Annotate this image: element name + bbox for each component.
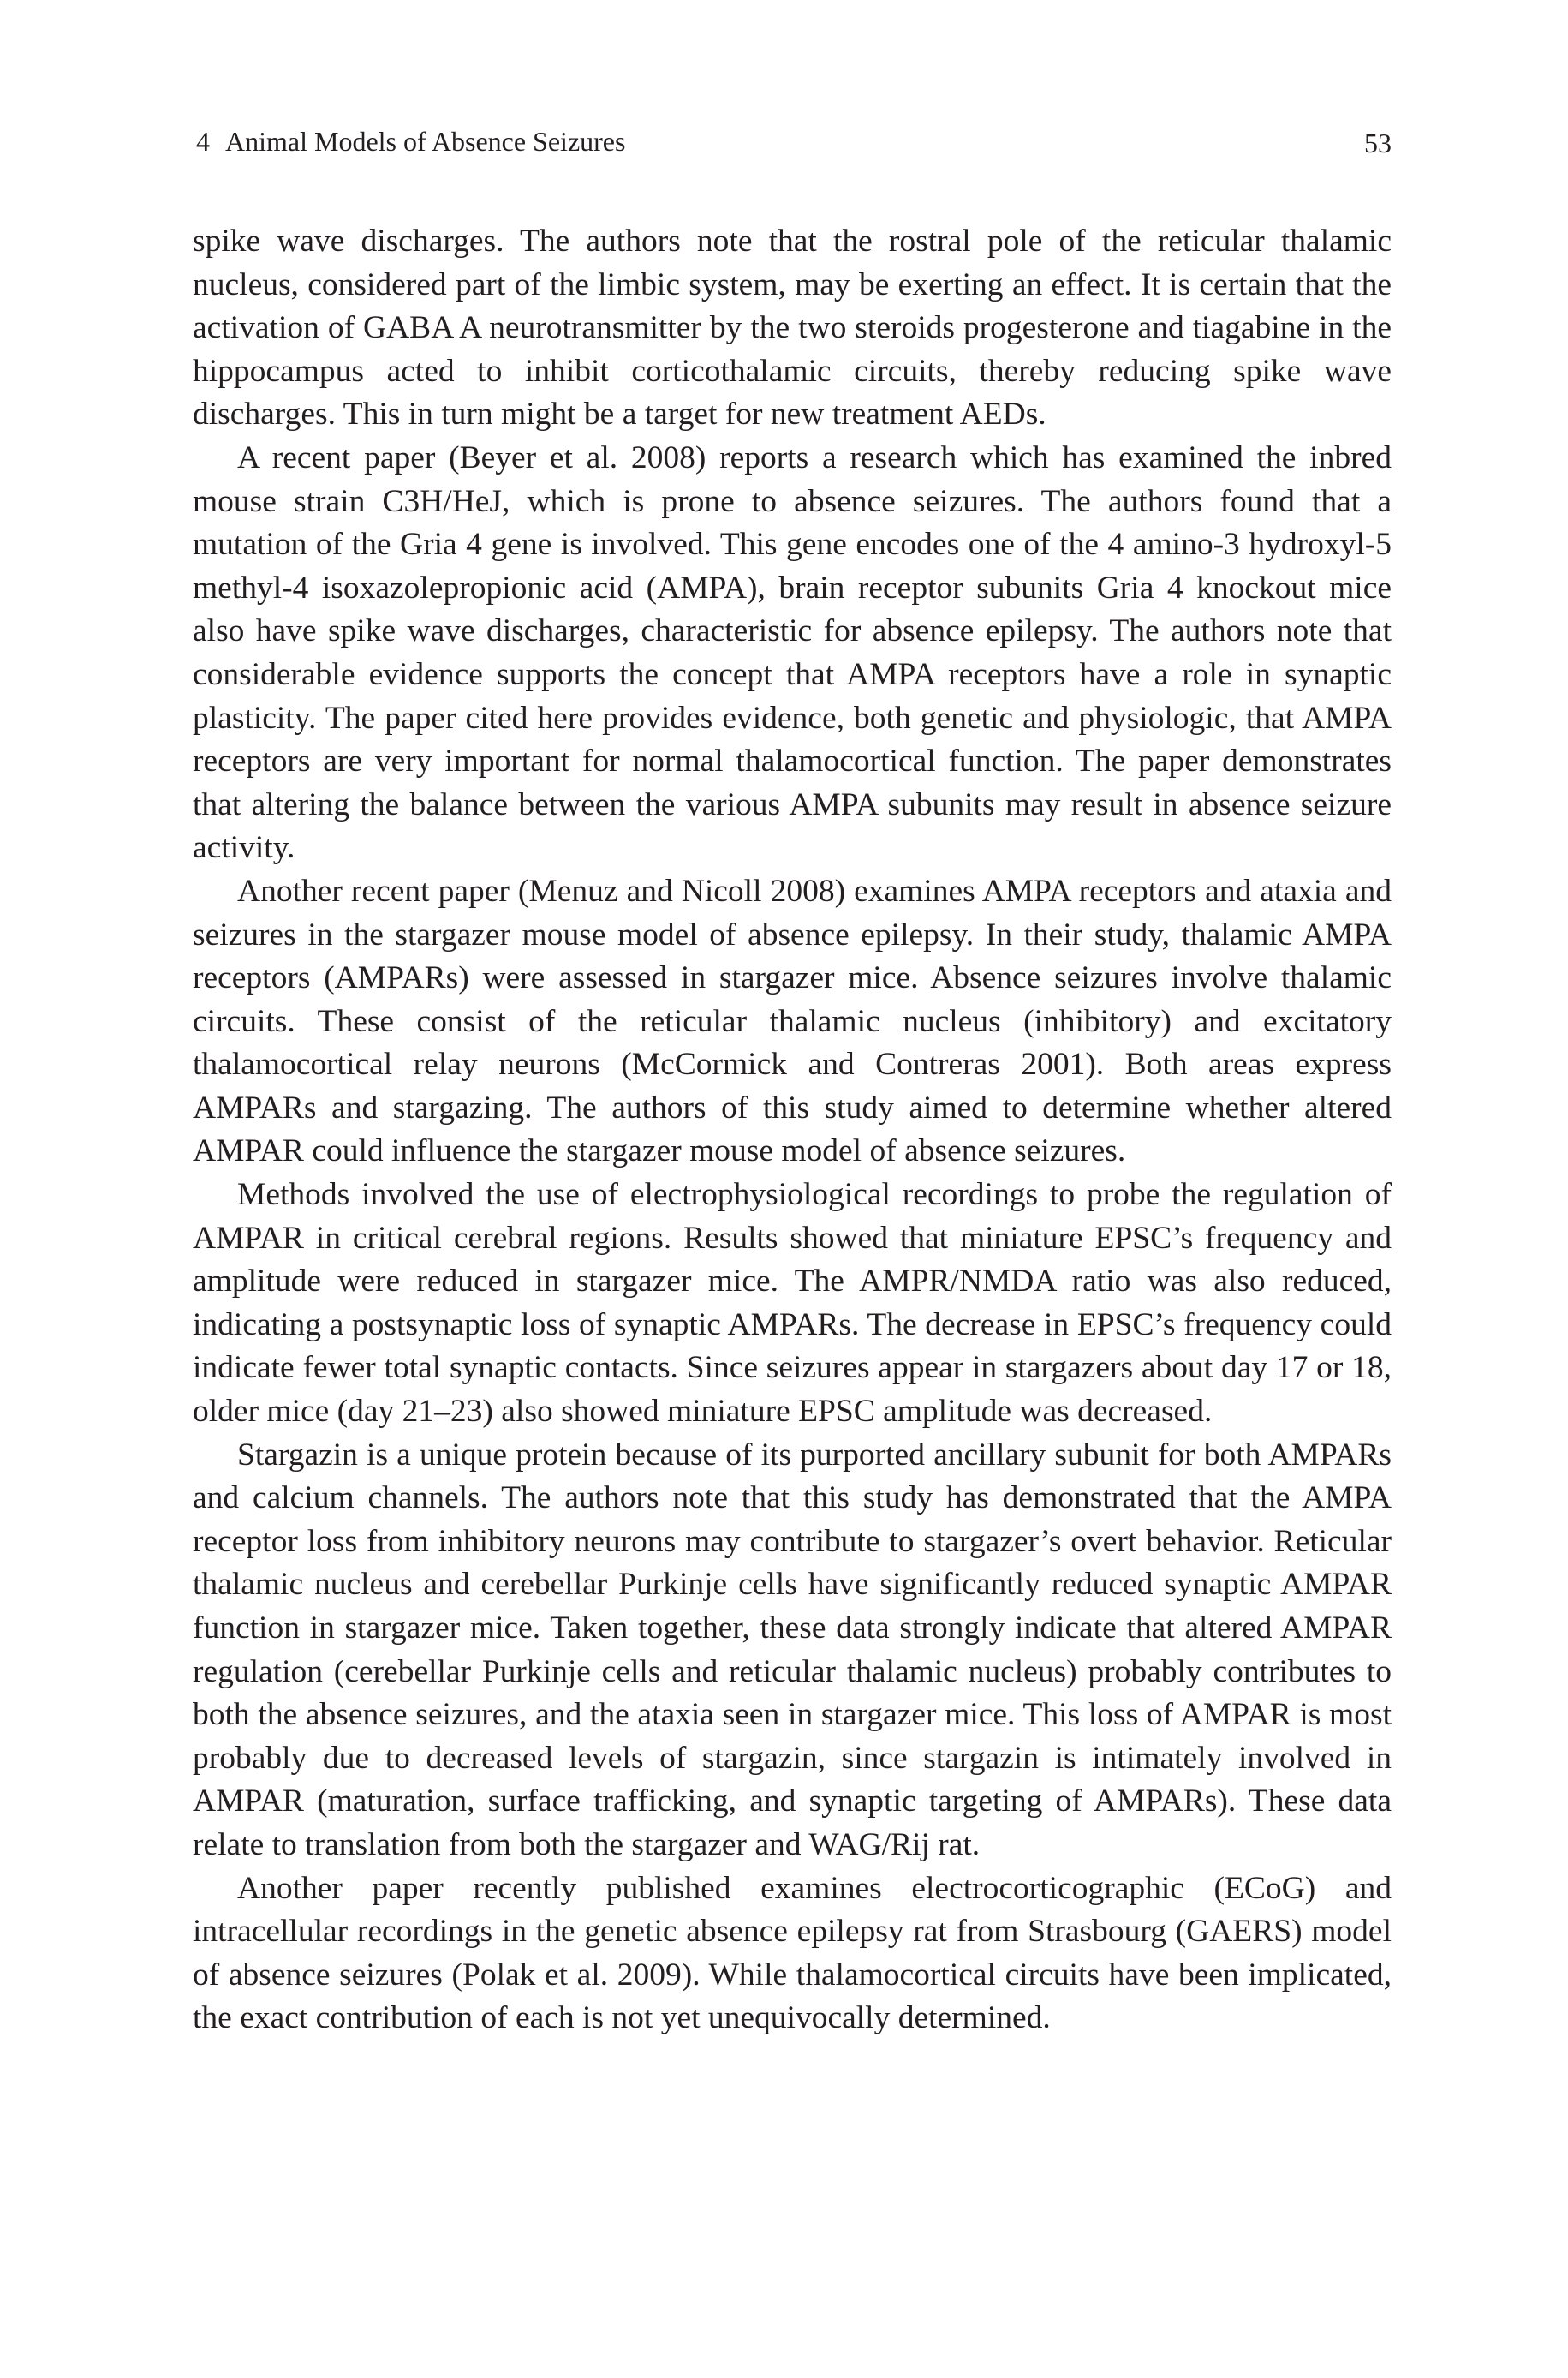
paragraph-1: spike wave discharges. The authors note that the rostral pole of the reticular thalamic nucleus, considered part of the limbic system, may be exerting an effect. It is certain that the activation of GABA A neurotransmitter by the two steroids progesterone and tiagabine in the hippocampus acted to inhibit corticothalamic circuits, thereby reducing spike wave discharges. This in turn might be a target for new treatment AEDs. — [193, 224, 1392, 433]
paragraph-3: Another recent paper (Menuz and Nicoll 2008) examines AMPA receptors and ataxia and seizures in the stargazer mouse model of absence epilepsy. In their study, thalamic AMPA receptors (AMPARs) were assessed in stargazer mice. Absence seizures involve thalamic circuits. These consist of the reticular thalamic nucleus (inhibitory) and excitatory thalamocortical relay neurons (McCormick and Contreras 2001). Both areas express AMPARs and stargazing. The authors of this study aimed to determine whether altered AMPAR could influence the stargazer mouse model of absence seizures. — [193, 873, 1392, 1169]
paragraph-2: A recent paper (Beyer et al. 2008) reports a research which has examined the inbred mouse strain C3H/HeJ, which is prone to absence seizures. The authors found that a mutation of the Gria 4 gene is involved. This gene encodes one of the 4 amino-3 hydroxyl-5 methyl-4 isoxazolepropionic acid (AMPA), brain receptor subunits Gria 4 knockout mice also have spike wave discharges, characteristic for absence epilepsy. The authors note that considerable evidence supports the concept that AMPA receptors have a role in synaptic plasticity. The paper cited here provides evidence, both genetic and physiologic, that AMPA receptors are very important for normal thalamocortical function. The paper demonstrates that altering the balance between the various AMPA subunits may result in absence seizure activity. — [193, 439, 1392, 866]
running-head-left — [196, 120, 625, 163]
paragraph-4: Methods involved the use of electrophysiological recordings to probe the regulation of AMPAR in critical cerebral regions. Results showed that miniature EPSC’s frequency and amplitude were reduced in stargazer mice. The AMPR/NMDA ratio was also reduced, indicating a postsynaptic loss of synaptic AMPARs. The decrease in EPSC’s frequency could indicate fewer total synaptic contacts. Since seizures appear in stargazers about day 17 or 18, older mice (day 21–23) also showed miniature EPSC amplitude was decreased. — [193, 1177, 1392, 1430]
chapter-number: 4 — [196, 126, 210, 157]
paragraph-6: Another paper recently published examines electrocorticographic (ECoG) and intracellular recordings in the genetic absence epilepsy rat from Strasbourg (GAERS) model of absence seizures (Polak et al. 2009). While thalamocortical circuits have been implicated, the exact contribution of each is not yet unequivocally determined. — [193, 1870, 1392, 2036]
page-number: 53 — [1364, 128, 1392, 158]
chapter-title: Animal Models of Absence Seizures — [225, 126, 626, 157]
paragraph-5: Stargazin is a unique protein because of its purported ancillary subunit for both AMPARs and calcium channels. The authors note that this study has demonstrated that the AMPA receptor loss from inhibitory neurons may contribute to stargazer’s overt behavior. Reticular thalamic nucleus and cerebellar Purkinje cells have significantly reduced synaptic AMPAR function in stargazer mice. Taken together, these data strongly indicate that altered AMPAR regulation (cerebellar Purkinje cells and reticular thalamic nucleus) probably contributes to both the absence seizures, and the ataxia seen in stargazer mice. This loss of AMPAR is most probably due to decreased levels of stargazin, since stargazin is intimately involved in AMPAR (maturation, surface trafficking, and synaptic targeting of AMPARs). These data relate to translation from both the stargazer and WAG/Rij rat. — [193, 1437, 1392, 1862]
body-text — [193, 220, 1392, 2040]
running-head — [193, 120, 1392, 163]
book-page — [193, 120, 1392, 2040]
